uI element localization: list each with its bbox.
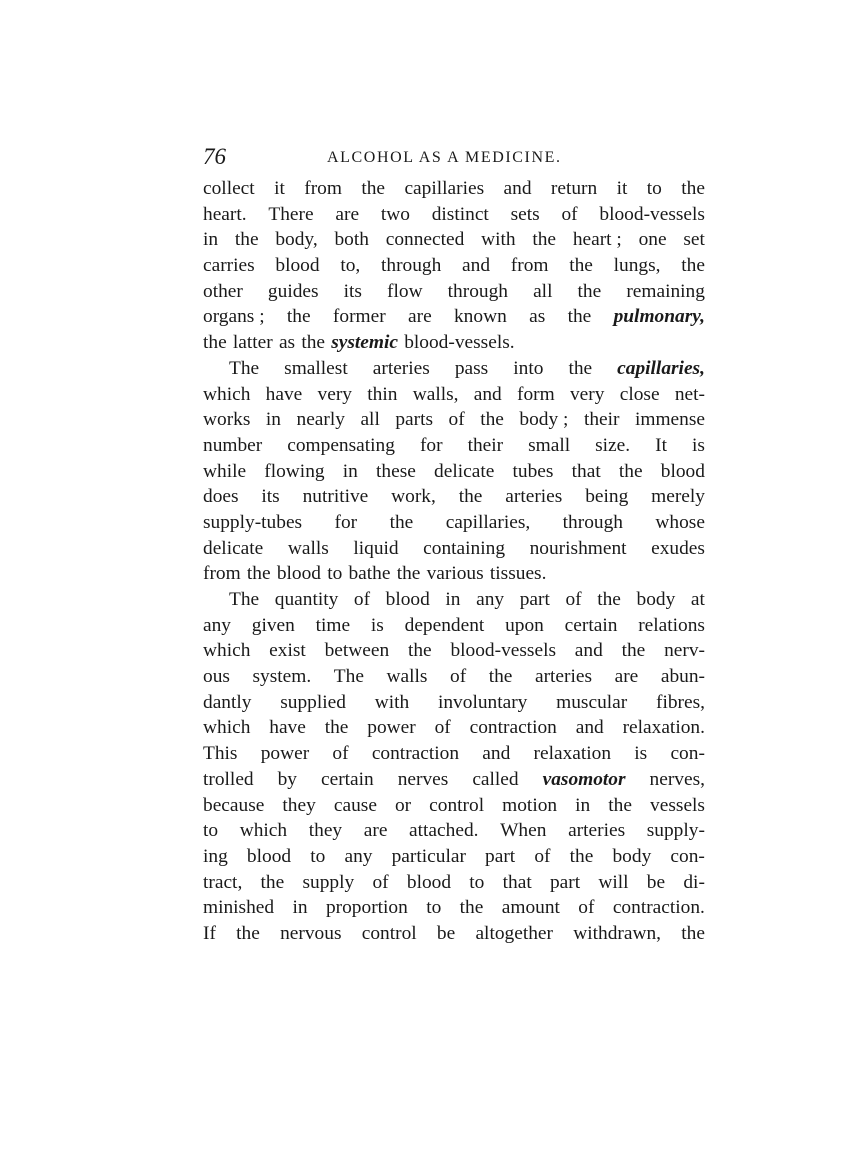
word: are [408, 306, 432, 328]
word: the [577, 280, 602, 302]
word: involuntary [437, 691, 528, 713]
book-page [203, 142, 705, 947]
word: and [462, 255, 491, 277]
word: heart ; [572, 229, 622, 251]
word: sets [510, 203, 540, 225]
word: collect [203, 178, 255, 199]
word: for [419, 434, 443, 456]
word: its [261, 486, 280, 508]
word: have [269, 717, 306, 739]
word: dantly [203, 691, 252, 713]
word: while [203, 460, 247, 482]
word: be [436, 922, 456, 944]
text-line [203, 613, 705, 639]
word: parts [395, 409, 434, 431]
word: of [448, 409, 465, 431]
word: lungs, [613, 255, 661, 277]
running-title: ALCOHOL AS A MEDICINE. [327, 149, 562, 166]
word: between [324, 640, 390, 662]
word: any [344, 845, 373, 867]
word: relaxation. [622, 717, 705, 739]
text-line [203, 741, 705, 767]
word: part [549, 871, 581, 893]
word: other [203, 280, 243, 302]
word: very [317, 383, 352, 405]
word: certain [564, 614, 618, 636]
page-number: 76 [203, 144, 226, 169]
word: form [517, 383, 555, 405]
word: size. [595, 434, 631, 456]
word: connected [385, 229, 465, 251]
text-line [203, 227, 705, 253]
word: altogether [475, 922, 553, 944]
word: they [308, 820, 343, 842]
word: blood [246, 845, 292, 867]
text-line [203, 484, 705, 510]
word: various [426, 563, 484, 585]
word: the [681, 255, 705, 277]
word: to [426, 897, 442, 919]
word: the [480, 409, 504, 431]
word: former [332, 306, 386, 328]
word: in [265, 409, 281, 431]
word: the [458, 486, 483, 508]
word: ous [203, 666, 230, 688]
word: body, [275, 229, 318, 251]
word: The [229, 357, 260, 379]
word: to [646, 178, 662, 199]
word: the [618, 460, 643, 482]
text-line [203, 459, 705, 485]
word: capillaries, [445, 511, 531, 533]
word: the [532, 229, 557, 251]
word: for [334, 511, 358, 533]
word: which [203, 640, 251, 662]
word: two [380, 203, 410, 225]
word: it [616, 178, 628, 199]
word: to [327, 563, 343, 585]
word: blood-vessels [450, 640, 557, 662]
word: with [481, 229, 516, 251]
word: blood-vessels [599, 203, 705, 225]
word: in [445, 589, 461, 610]
word: that [571, 460, 601, 482]
word: the [286, 306, 311, 328]
word: This [203, 743, 238, 765]
word: in [342, 460, 358, 482]
word: relations [638, 614, 705, 636]
word: flow [387, 280, 423, 302]
word: bathe [348, 563, 391, 585]
word: to, [340, 255, 361, 277]
word: minished [203, 897, 275, 919]
word: immense [634, 409, 705, 431]
word: and [482, 743, 511, 765]
word: the [459, 897, 484, 919]
word: and [575, 717, 604, 739]
word: works [203, 409, 251, 431]
word: body [612, 845, 652, 867]
word: the [567, 306, 592, 328]
word: capillaries, [617, 357, 705, 379]
word: both [334, 229, 369, 251]
word: di- [683, 871, 705, 893]
word: tissues. [489, 563, 547, 585]
text-line [203, 715, 705, 741]
word: in [292, 897, 308, 919]
word: set [683, 229, 705, 251]
word: vasomotor [542, 768, 626, 790]
word: organs ; [203, 306, 265, 328]
word: attached. [409, 820, 479, 842]
word: is [634, 743, 648, 765]
word: the [361, 178, 386, 199]
word: thin [367, 383, 398, 405]
word: proportion [325, 897, 408, 919]
word: The [229, 589, 260, 610]
word: fibres, [655, 691, 705, 713]
word: blood [660, 460, 705, 482]
word: blood [406, 871, 452, 893]
word: all [360, 409, 380, 431]
word: power [367, 717, 416, 739]
word: the [246, 563, 271, 585]
word: the [621, 640, 646, 662]
word: being [585, 486, 629, 508]
word: to [469, 871, 485, 893]
word: to [310, 845, 326, 867]
word: of [534, 845, 551, 867]
word: whose [655, 511, 705, 533]
word: the [396, 563, 421, 585]
text-line [203, 510, 705, 536]
word: delicate [203, 537, 264, 559]
word: one [638, 229, 667, 251]
text-line [203, 690, 705, 716]
word: it [274, 178, 285, 199]
word: and [503, 178, 532, 199]
word: containing [423, 537, 506, 559]
word: walls [386, 666, 428, 688]
word: the [389, 511, 414, 533]
word: to [203, 820, 219, 842]
text-line [203, 356, 705, 382]
word: of [353, 589, 371, 610]
word: the [488, 666, 513, 688]
word: in [575, 794, 591, 816]
word: the [569, 255, 593, 277]
word: time [315, 614, 351, 636]
word: work, [391, 486, 436, 508]
word: contraction. [612, 897, 705, 919]
word: is [691, 434, 705, 456]
text-line [203, 793, 705, 819]
word: the [568, 357, 593, 379]
word: their [583, 409, 620, 431]
text-line [203, 818, 705, 844]
paragraph [203, 176, 705, 356]
word: latter [232, 332, 273, 354]
word: the [597, 589, 621, 610]
word: which [203, 383, 251, 405]
word: con- [670, 743, 705, 765]
word: cause [333, 794, 377, 816]
word: these [376, 460, 416, 482]
word: If [203, 922, 216, 944]
word: through [380, 255, 442, 277]
word: as [529, 306, 546, 328]
paragraph [203, 587, 705, 947]
word: systemic [331, 332, 398, 354]
word: exist [269, 640, 306, 662]
word: its [343, 280, 362, 302]
word: the [260, 871, 285, 893]
text-line [203, 921, 705, 947]
word: of [372, 871, 389, 893]
text-line [203, 304, 705, 330]
word: all [533, 280, 553, 302]
word: abun- [660, 666, 705, 688]
word: is [370, 614, 384, 636]
word: small [528, 434, 571, 456]
word: control [361, 922, 417, 944]
word: will [598, 871, 629, 893]
word: any [203, 614, 231, 636]
word: the [608, 794, 632, 816]
word: arteries [534, 666, 593, 688]
word: ing [203, 845, 228, 867]
word: and [473, 383, 502, 405]
word: The [333, 666, 364, 688]
word: through [447, 280, 508, 302]
text-line [203, 176, 705, 202]
word: tract, [203, 871, 243, 893]
word: close [619, 383, 660, 405]
word: which [203, 717, 251, 739]
word: relaxation [533, 743, 612, 765]
word: by [277, 768, 297, 790]
word: from [304, 178, 342, 199]
word: heart. [203, 203, 247, 225]
word: with [374, 691, 410, 713]
word: the [203, 332, 227, 354]
word: the [234, 229, 259, 251]
word: exudes [651, 537, 705, 559]
word: given [251, 614, 295, 636]
word: pass [454, 357, 489, 379]
word: control [429, 794, 485, 816]
body-text [203, 176, 705, 947]
word: distinct [431, 203, 489, 225]
word: nutritive [302, 486, 369, 508]
word: from [203, 563, 241, 585]
word: motion [502, 794, 558, 816]
text-line [203, 382, 705, 408]
word: are [614, 666, 639, 688]
word: very [569, 383, 605, 405]
word: capillaries [404, 178, 485, 199]
paragraph [203, 356, 705, 587]
word: It [655, 434, 667, 456]
word: arteries [372, 357, 430, 379]
word: nerves, [649, 768, 705, 790]
word: There [268, 203, 314, 225]
word: arteries [505, 486, 563, 508]
word: contraction [469, 717, 557, 739]
word: power [260, 743, 310, 765]
word: from [510, 255, 549, 277]
word: have [265, 383, 303, 405]
word: nervous [280, 922, 342, 944]
word: compensating [287, 434, 395, 456]
word: called [472, 768, 519, 790]
text-line [203, 638, 705, 664]
word: of [332, 743, 349, 765]
word: liquid [353, 537, 399, 559]
word: nearly [296, 409, 345, 431]
word: return [550, 178, 598, 199]
word: supply [302, 871, 355, 893]
word: pulmonary, [613, 306, 705, 328]
word: are [363, 820, 388, 842]
word: through [562, 511, 623, 533]
word: con- [670, 845, 705, 867]
word: or [394, 794, 412, 816]
word: guides [267, 280, 319, 302]
word: upon [505, 614, 544, 636]
word: part [519, 589, 550, 610]
word: known [453, 306, 507, 328]
word: body [636, 589, 676, 610]
word: in [203, 229, 219, 251]
word: they [282, 794, 316, 816]
word: tubes [512, 460, 554, 482]
word: dependent [404, 614, 485, 636]
text-line [203, 253, 705, 279]
word: flowing [264, 460, 325, 482]
text-line [203, 433, 705, 459]
page-header [203, 142, 705, 176]
word: carries [203, 255, 255, 277]
text-line [203, 202, 705, 228]
word: the [324, 717, 349, 739]
word: their [467, 434, 504, 456]
word: merely [651, 486, 705, 508]
text-line [203, 664, 705, 690]
text-line [203, 279, 705, 305]
word: blood [276, 563, 321, 585]
word: number [203, 434, 263, 456]
word: walls, [412, 383, 459, 405]
word: muscular [556, 691, 628, 713]
word: of [561, 203, 578, 225]
word: system. [252, 666, 312, 688]
word: blood [275, 255, 320, 277]
word: body ; [519, 409, 569, 431]
word: into [513, 357, 544, 379]
word: that [502, 871, 532, 893]
text-line [203, 587, 705, 613]
word: walls [287, 537, 329, 559]
word: the [407, 640, 432, 662]
text-line [203, 536, 705, 562]
word: are [335, 203, 360, 225]
word: withdrawn, [573, 922, 661, 944]
word: because [203, 794, 265, 816]
text-line [203, 561, 705, 587]
word: supply-tubes [203, 511, 303, 533]
text-line [203, 767, 705, 793]
word: at [690, 589, 705, 610]
word: does [203, 486, 239, 508]
word: contraction [371, 743, 460, 765]
word: the [681, 922, 705, 944]
word: of [578, 897, 595, 919]
word: of [434, 717, 451, 739]
word: nourishment [529, 537, 627, 559]
word: quantity [274, 589, 339, 610]
word: any [476, 589, 505, 610]
word: nerves [397, 768, 449, 790]
word: remaining [626, 280, 705, 302]
word: vessels [650, 794, 705, 816]
word: the [681, 178, 705, 199]
word: net- [674, 383, 705, 405]
word: When [500, 820, 547, 842]
word: as [278, 332, 296, 354]
word: smallest [284, 357, 348, 379]
word: certain [320, 768, 374, 790]
word: the [301, 332, 326, 354]
word: blood [385, 589, 430, 610]
word: which [239, 820, 288, 842]
word: delicate [434, 460, 495, 482]
word: of [565, 589, 582, 610]
word: be [646, 871, 666, 893]
text-line [203, 330, 705, 356]
word: arteries [568, 820, 626, 842]
word: nerv- [664, 640, 705, 662]
word: supply- [646, 820, 705, 842]
word: the [569, 845, 594, 867]
text-line [203, 895, 705, 921]
text-line [203, 844, 705, 870]
word: the [236, 922, 260, 944]
text-line [203, 407, 705, 433]
word: part [485, 845, 516, 867]
word: supplied [280, 691, 346, 713]
word: of [450, 666, 467, 688]
word: blood-vessels. [404, 332, 515, 354]
word: amount [501, 897, 560, 919]
text-line [203, 870, 705, 896]
word: trolled [203, 768, 254, 790]
word: particular [391, 845, 466, 867]
word: and [574, 640, 603, 662]
